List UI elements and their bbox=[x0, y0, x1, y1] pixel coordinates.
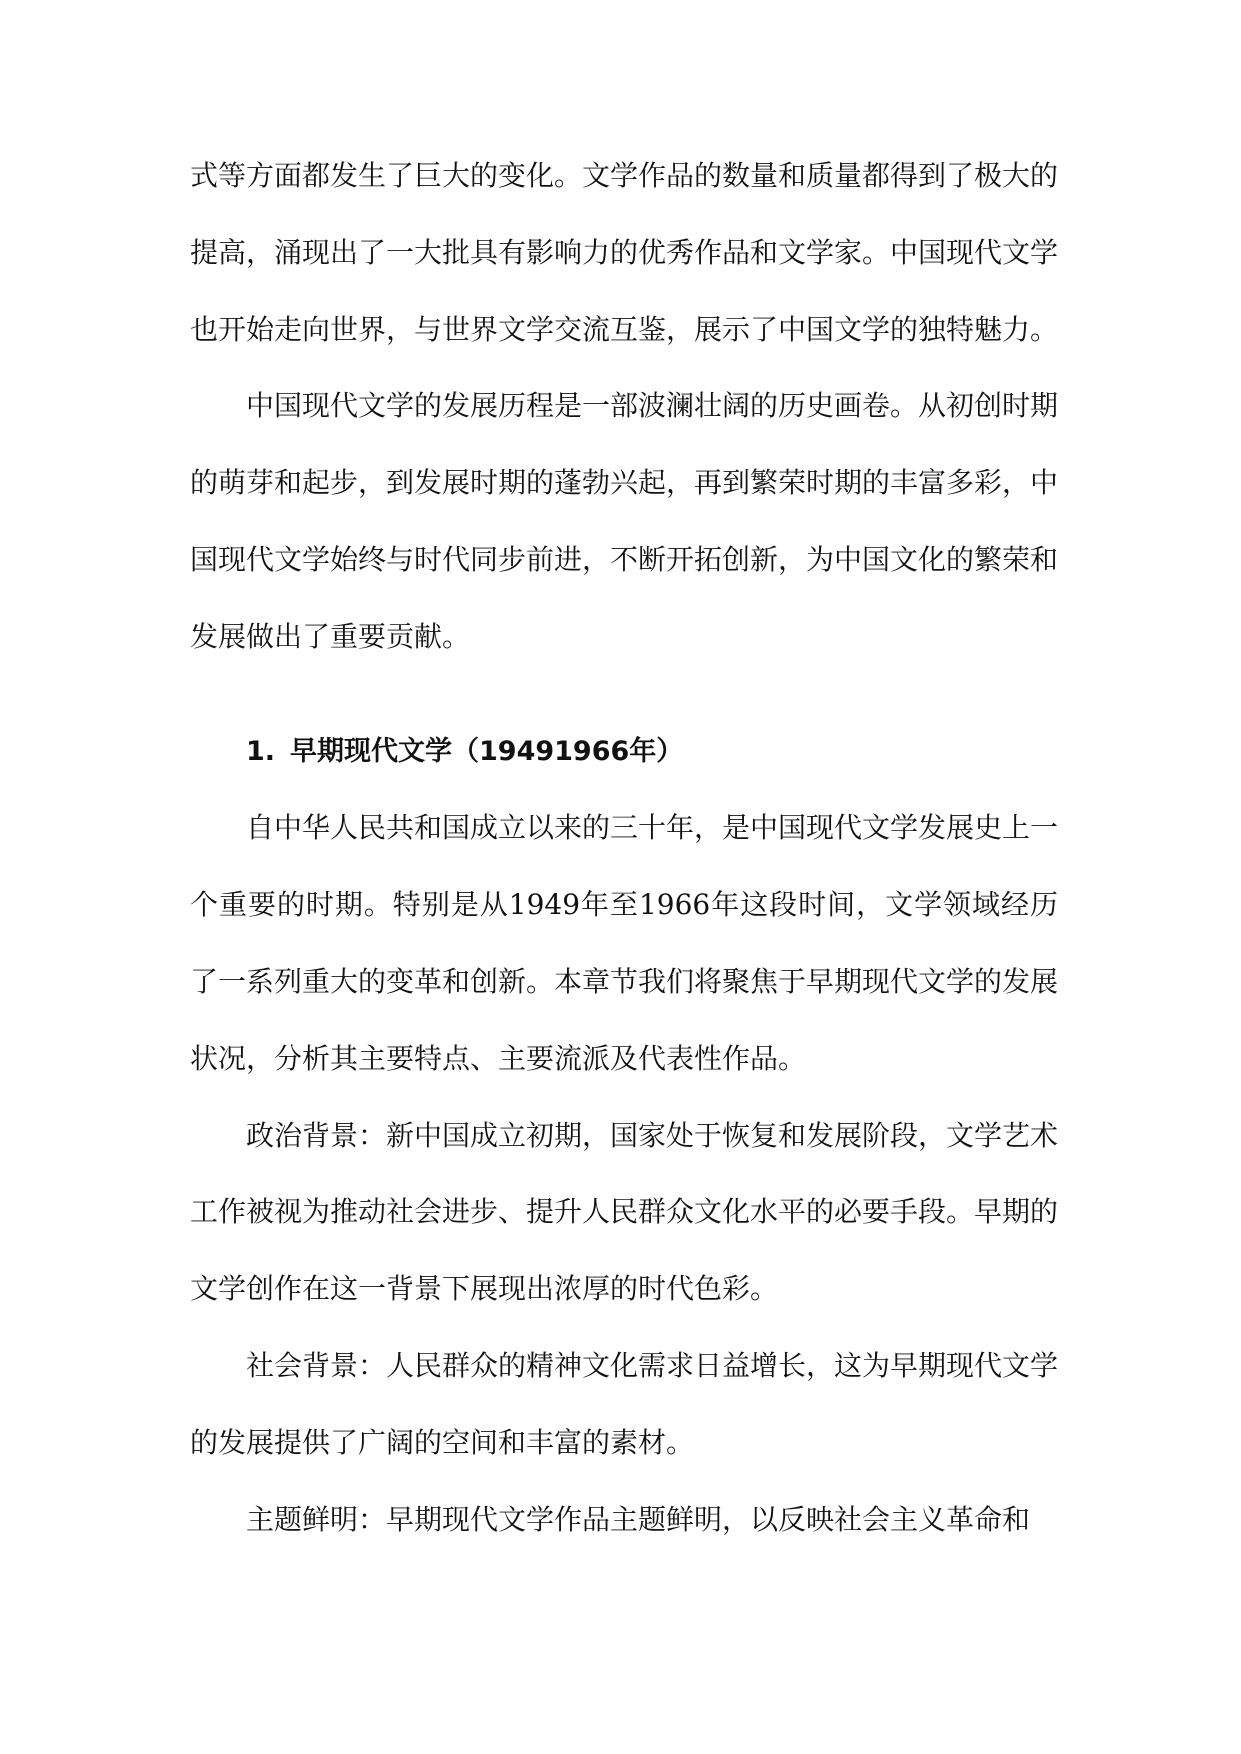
body-paragraph: 主题鲜明：早期现代文学作品主题鲜明，以反映社会主义革命和 bbox=[246, 1502, 1031, 1536]
body-paragraph: 政治背景：新中国成立初期，国家处于恢复和发展阶段，文学艺术工作被视为推动社会进步、提升人民群众文化水平的必要手段。早期的文学创作在这一背景下展现出浓厚的时代色彩。 bbox=[190, 1118, 1059, 1306]
body-paragraph: 式等方面都发生了巨大的变化。文学作品的数量和质量都得到了极大的提高，涌现出了一大批具有影响力的优秀作品和文学家。中国现代文学也开始走向世界，与世界文学交流互鉴，展示了中国文学的独特魅力。 bbox=[190, 159, 1059, 346]
body-paragraph: 社会背景：人民群众的精神文化需求日益增长，这为早期现代文学的发展提供了广阔的空间和丰富的素材。 bbox=[190, 1348, 1059, 1459]
body-paragraph: 中国现代文学的发展历程是一部波澜壮阔的历史画卷。从初创时期的萌芽和起步，到发展时期的蓬勃兴起，再到繁荣时期的丰富多彩，中国现代文学始终与时代同步前进，不断开拓创新，为中国文化的繁荣和发展做出了重要贡献。 bbox=[190, 389, 1059, 653]
section-heading bbox=[190, 714, 1058, 791]
section-number: 1. bbox=[246, 735, 276, 767]
document-body bbox=[190, 138, 1058, 1558]
body-paragraph: 自中华人民共和国成立以来的三十年，是中国现代文学发展史上一个重要的时期。特别是从1949年至1966年这段时间，文学领域经历了一系列重大的变革和创新。本章节我们将聚焦于早期现代文学的发展状况，分析其主要特点、主要流派及代表性作品。 bbox=[190, 811, 1059, 1075]
section-title: 早期现代文学（19491966年） bbox=[290, 735, 684, 767]
